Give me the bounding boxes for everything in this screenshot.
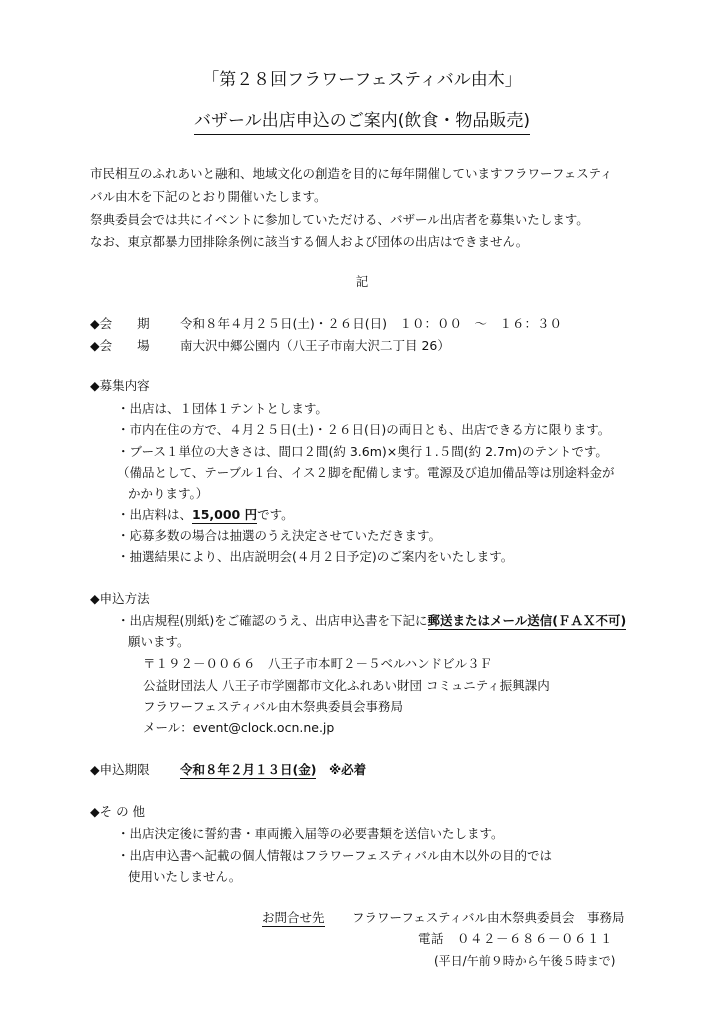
intro-line: なお、東京都暴力団排除条例に該当する個人および団体の出店はできません。 <box>90 234 529 249</box>
apply-method: 郵送またはメール送信(ＦＡＸ不可) <box>427 613 627 628</box>
apply-heading: ◆申込方法 <box>90 591 150 606</box>
venue-value: 南大沢中郷公園内（八王子市南大沢二丁目 26） <box>180 338 450 353</box>
recruit-heading: ◆募集内容 <box>90 378 150 393</box>
fee-prefix: ・出店料は、 <box>117 507 193 522</box>
recruit-fee <box>117 509 294 522</box>
deadline-note: ※必着 <box>328 762 367 777</box>
intro-line: 市民相互のふれあいと融和、地域文化の創造を目的に毎年開催していますフラワーフェスティ <box>90 166 613 181</box>
apply-email: メール：event@clock.ocn.ne.jp <box>143 720 335 735</box>
venue-label: ◆会 場 <box>90 338 150 353</box>
period-label: ◆会 期 <box>90 316 150 331</box>
contact-label <box>262 912 325 925</box>
other-item: 使用いたしません。 <box>128 869 242 884</box>
page-subtitle <box>0 113 724 130</box>
page-title: 「第２８回フラワーフェスティバル由木」 <box>202 70 522 90</box>
deadline-date: 令和８年２月１３日(金) <box>180 762 317 777</box>
apply-office: フラワーフェスティバル由木祭典委員会事務局 <box>143 699 404 714</box>
other-heading: ◆そ の 他 <box>90 804 146 819</box>
deadline-label: ◆申込期限 <box>90 762 150 777</box>
subtitle-text: バザール出店申込のご案内(飲食・物品販売) <box>194 111 530 135</box>
contact-phone: 電話 ０４２－６８６－０６１１ <box>418 931 614 946</box>
fee-suffix: です。 <box>257 507 294 522</box>
apply-address: 〒１９２－００６６ 八王子市本町２－５ベルハンドビル３Ｆ <box>143 656 493 671</box>
deadline-value <box>180 764 366 777</box>
recruit-item: ・ブース１単位の大きさは、間口２間(約 3.6m)×奥行１.５間(約 2.7m)のテントです。 <box>117 444 608 459</box>
contact-hours: (平日/午前９時から午後５時まで) <box>434 954 616 968</box>
contact-org: フラワーフェスティバル由木祭典委員会 事務局 <box>352 910 625 925</box>
other-item: ・出店申込書へ記載の個人情報はフラワーフェスティバル由木以外の目的では <box>117 848 553 863</box>
recruit-item: ・抽選結果により、出店説明会(４月２日予定)のご案内をいたします。 <box>117 549 514 564</box>
apply-text-prefix: ・出店規程(別紙)をご確認のうえ、出店申込書を下記に <box>117 613 428 628</box>
apply-text <box>117 615 626 628</box>
recruit-item: ・応募多数の場合は抽選のうえ決定させていただきます。 <box>117 528 442 543</box>
intro-line: 祭典委員会では共にイベントに参加していただける、バザール出店者を募集いたします。 <box>90 212 589 227</box>
apply-text-line2: 願います。 <box>128 634 190 649</box>
recruit-note: かかります。） <box>128 486 209 501</box>
ki-marker: 記 <box>355 274 369 289</box>
other-item: ・出店決定後に誓約書・車両搬入届等の必要書類を送信いたします。 <box>117 826 504 841</box>
apply-org: 公益財団法人 八王子市学園都市文化ふれあい財団 コミュニティ振興課内 <box>143 678 550 693</box>
period-value: 令和８年４月２５日(土)・２６日(日) １０：００ ～ １６：３０ <box>180 316 563 331</box>
fee-amount: 15,000 円 <box>192 507 258 522</box>
recruit-note: （備品として、テーブル１台、イス２脚を配備します。電源及び追加備品等は別途料金が <box>117 465 615 480</box>
contact-label-text: お問合せ先 <box>262 910 325 925</box>
recruit-item: ・市内在住の方で、４月２５日(土)・２６日(日)の両日とも、出店できる方に限ります。 <box>117 422 611 437</box>
recruit-item: ・出店は、１団体１テントとします。 <box>117 401 328 416</box>
intro-line: バル由木を下記のとおり開催いたします。 <box>90 189 327 204</box>
